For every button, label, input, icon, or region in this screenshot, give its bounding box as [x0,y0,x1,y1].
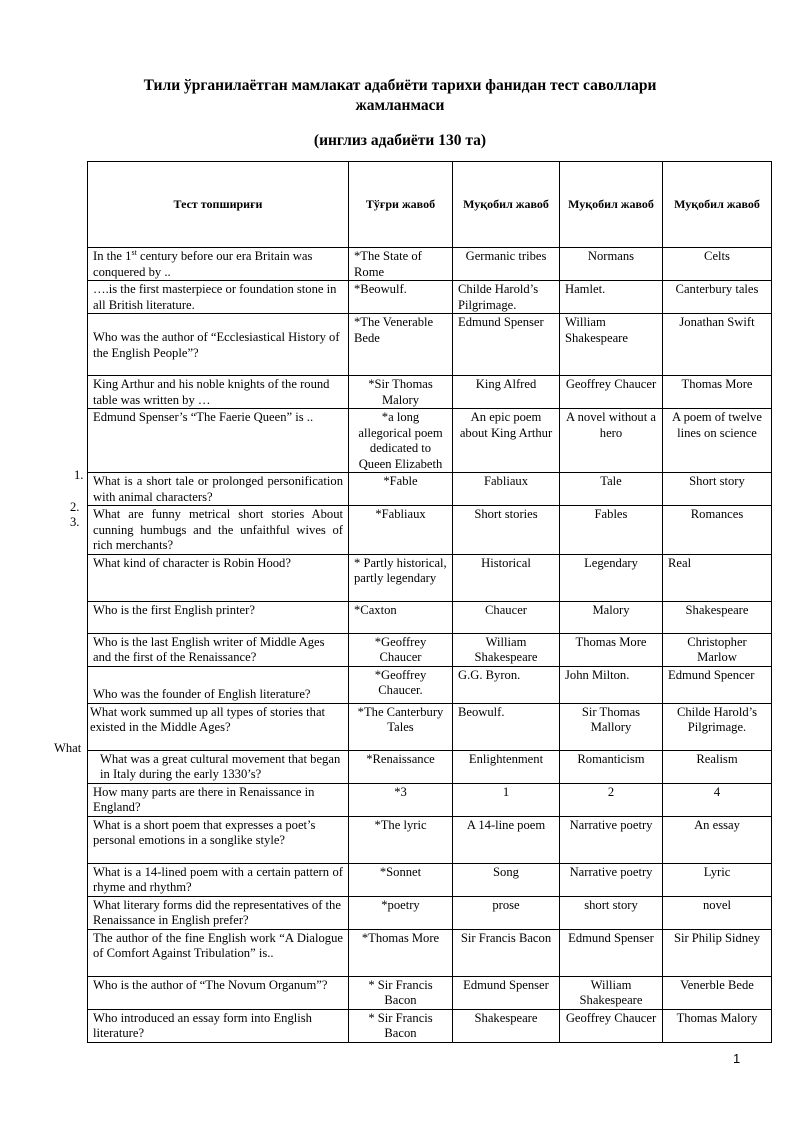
question-cell: What was a great cultural movement that began in Italy during the early 1330’s? [88,750,349,783]
table-row [88,783,772,816]
alternative-answer-cell: Legendary [560,554,663,601]
correct-answer-cell: * Partly historical, partly legendary [349,554,453,601]
table-row [88,409,772,473]
alternative-answer-cell: Malory [560,601,663,633]
alternative-answer-cell: A poem of twelve lines on science [663,409,772,473]
alternative-answer-cell: Childe Harold’s Pilgrimage. [663,703,772,750]
alternative-answer-cell: prose [453,896,560,929]
table-row [88,976,772,1009]
list-number-3: 3. [70,515,80,529]
alternative-answer-cell: Jonathan Swift [663,314,772,376]
question-cell: What is a short tale or prolonged personification with animal characters? [88,473,349,506]
table-row [88,633,772,666]
alternative-answer-cell: G.G. Byron. [453,666,560,703]
table-row [88,750,772,783]
alternative-answer-cell: Edmund Spenser [453,314,560,376]
header-alternative-1: Муқобил жавоб [453,162,560,248]
correct-answer-cell: *The Canterbury Tales [349,703,453,750]
table-row [88,554,772,601]
test-questions-table [87,161,772,1043]
alternative-answer-cell: An epic poem about King Arthur [453,409,560,473]
alternative-answer-cell: Celts [663,248,772,281]
correct-answer-cell: *3 [349,783,453,816]
alternative-answer-cell: Canterbury tales [663,281,772,314]
table-row [88,314,772,376]
correct-answer-cell: *Caxton [349,601,453,633]
correct-answer-cell: * Sir Francis Bacon [349,1009,453,1042]
alternative-answer-cell: Edmund Spenser [453,976,560,1009]
question-cell: What kind of character is Robin Hood? [88,554,349,601]
alternative-answer-cell: Song [453,863,560,896]
correct-answer-cell: *The Venerable Bede [349,314,453,376]
correct-answer-cell: *Fable [349,473,453,506]
question-text: What work summed up all types of stories that existed in the Middle Ages? [90,704,326,734]
correct-answer-cell: *The lyric [349,816,453,863]
correct-answer-cell: *poetry [349,896,453,929]
correct-answer-cell: *Renaissance [349,750,453,783]
table-header-row [88,162,772,248]
alternative-answer-cell: An essay [663,816,772,863]
table-row [88,281,772,314]
alternative-answer-cell: Sir Thomas Mallory [560,703,663,750]
header-alternative-3: Муқобил жавоб [663,162,772,248]
table-row [88,896,772,929]
question-cell: What is a short poem that expresses a poet’s personal emotions in a songlike style? [88,816,349,863]
table-row [88,1009,772,1042]
alternative-answer-cell: Geoffrey Chaucer [560,1009,663,1042]
table-row [88,863,772,896]
alternative-answer-cell: Shakespeare [663,601,772,633]
table-row [88,703,772,750]
alternative-answer-cell: Narrative poetry [560,863,663,896]
alternative-answer-cell: Christopher Marlow [663,633,772,666]
alternative-answer-cell: 2 [560,783,663,816]
question-cell: How many parts are there in Renaissance in England? [88,783,349,816]
alternative-answer-cell: Normans [560,248,663,281]
alternative-answer-cell: 4 [663,783,772,816]
question-cell: What literary forms did the representatives of the Renaissance in English prefer? [88,896,349,929]
correct-answer-cell: * Sir Francis Bacon [349,976,453,1009]
alternative-answer-cell: Realism [663,750,772,783]
table-row [88,248,772,281]
alternative-answer-cell: King Alfred [453,376,560,409]
question-cell: Who is the first English printer? [88,601,349,633]
alternative-answer-cell: William Shakespeare [560,314,663,376]
alternative-answer-cell: Narrative poetry [560,816,663,863]
alternative-answer-cell: Fables [560,506,663,555]
correct-answer-cell: *Sonnet [349,863,453,896]
question-cell: What are funny metrical short stories About cunning humbugs and the unfaithful wives of rich merchants? [88,506,349,555]
header-alternative-2: Муқобил жавоб [560,162,663,248]
table-row [88,376,772,409]
question-cell: Who was the founder of English literature? [88,666,349,703]
alternative-answer-cell: Fabliaux [453,473,560,506]
alternative-answer-cell: 1 [453,783,560,816]
alternative-answer-cell: novel [663,896,772,929]
question-cell: The author of the fine English work “A Dialogue of Comfort Against Tribulation” is.. [88,929,349,976]
alternative-answer-cell: William Shakespeare [453,633,560,666]
question-cell: Edmund Spenser’s “The Faerie Queen” is .. [88,409,349,473]
question-cell: King Arthur and his noble knights of the round table was written by … [88,376,349,409]
alternative-answer-cell: short story [560,896,663,929]
alternative-answer-cell: Sir Philip Sidney [663,929,772,976]
alternative-answer-cell: Lyric [663,863,772,896]
alternative-answer-cell: Real [663,554,772,601]
alternative-answer-cell: Short stories [453,506,560,555]
correct-answer-cell: *a long allegorical poem dedicated to Queen Elizabeth [349,409,453,473]
alternative-answer-cell: Edmund Spencer [663,666,772,703]
question-cell: In the 1st century before our era Britain was conquered by .. [88,248,349,281]
alternative-answer-cell: Romances [663,506,772,555]
header-correct-answer: Тўғри жавоб [349,162,453,248]
question-cell: ….is the first masterpiece or foundation stone in all British literature. [88,281,349,314]
header-task: Тест топшириғи [88,162,349,248]
alternative-answer-cell: William Shakespeare [560,976,663,1009]
alternative-answer-cell: Edmund Spenser [560,929,663,976]
alternative-answer-cell: Romanticism [560,750,663,783]
alternative-answer-cell: Hamlet. [560,281,663,314]
correct-answer-cell: *Geoffrey Chaucer [349,633,453,666]
alternative-answer-cell: Thomas Malory [663,1009,772,1042]
alternative-answer-cell: Shakespeare [453,1009,560,1042]
list-number-2: 2. [70,500,80,514]
alternative-answer-cell: Childe Harold’s Pilgrimage. [453,281,560,314]
alternative-answer-cell: Tale [560,473,663,506]
page-number: 1 [733,1051,741,1066]
alternative-answer-cell: A novel without a hero [560,409,663,473]
table-row [88,666,772,703]
alternative-answer-cell: Chaucer [453,601,560,633]
table-row [88,929,772,976]
alternative-answer-cell: A 14-line poem [453,816,560,863]
alternative-answer-cell: Thomas More [663,376,772,409]
question-cell [88,703,349,750]
margin-stray-text: What [54,741,82,755]
correct-answer-cell: *Thomas More [349,929,453,976]
table-row [88,816,772,863]
correct-answer-cell: *The State of Rome [349,248,453,281]
alternative-answer-cell: Sir Francis Bacon [453,929,560,976]
list-number-1: 1. [74,468,84,482]
table-row [88,601,772,633]
document-title: Тили ўрганилаётган мамлакат адабиёти тарихи фанидан тест саволлари жамланмаси [143,77,657,114]
question-cell: Who is the last English writer of Middle Ages and the first of the Renaissance? [88,633,349,666]
alternative-answer-cell: Thomas More [560,633,663,666]
question-cell: Who is the author of “The Novum Organum”? [88,976,349,1009]
alternative-answer-cell: Beowulf. [453,703,560,750]
correct-answer-cell: *Beowulf. [349,281,453,314]
table-row [88,473,772,506]
table-row [88,506,772,555]
alternative-answer-cell: Venerble Bede [663,976,772,1009]
question-cell: Who introduced an essay form into English literature? [88,1009,349,1042]
question-cell: What is a 14-lined poem with a certain pattern of rhyme and rhythm? [88,863,349,896]
alternative-answer-cell: Historical [453,554,560,601]
alternative-answer-cell: Enlightenment [453,750,560,783]
alternative-answer-cell: Geoffrey Chaucer [560,376,663,409]
correct-answer-cell: *Sir Thomas Malory [349,376,453,409]
document-subtitle: (инглиз адабиёти 130 та) [313,132,487,149]
alternative-answer-cell: Germanic tribes [453,248,560,281]
alternative-answer-cell: John Milton. [560,666,663,703]
question-cell: Who was the author of “Ecclesiastical History of the English People”? [88,314,349,376]
correct-answer-cell: *Fabliaux [349,506,453,555]
correct-answer-cell: *Geoffrey Chaucer. [349,666,453,703]
alternative-answer-cell: Short story [663,473,772,506]
